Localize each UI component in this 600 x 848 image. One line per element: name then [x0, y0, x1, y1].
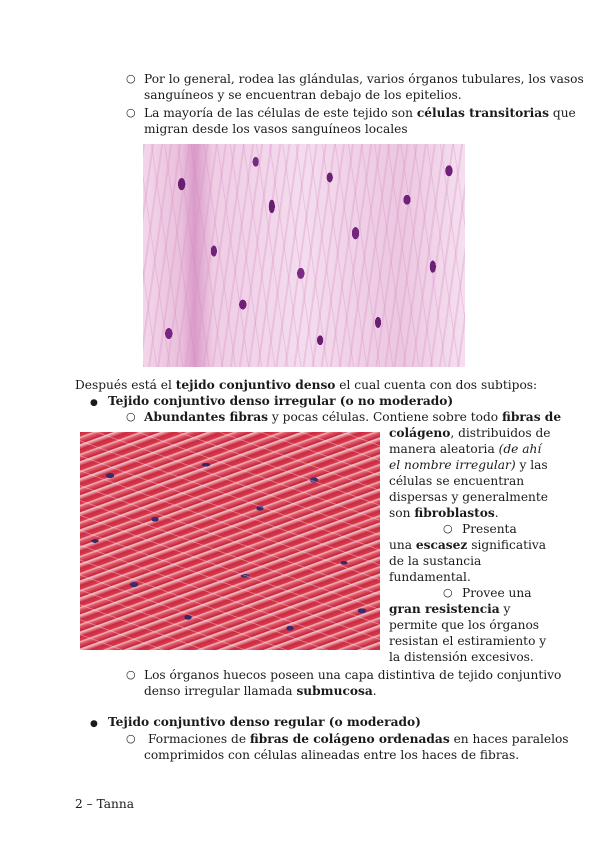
wrap-line: de la sustancia — [389, 554, 482, 568]
text-hollow-line2: denso irregular llamada submucosa. — [144, 684, 377, 698]
wrap-line: Provee una — [462, 586, 532, 600]
bullet-ordered-fibers — [126, 730, 136, 747]
intro-dense: Después está el tejido conjuntivo denso el cual cuenta con dos subtipos: — [75, 378, 538, 392]
text-transitory-line2: migran desde los vasos sanguíneos locales — [144, 122, 408, 136]
text-regular-line2: comprimidos con células alineadas entre los haces de fibras. — [144, 748, 520, 762]
wrap-line: Presenta — [462, 522, 517, 536]
wrap-line: gran resistencia y — [389, 602, 511, 616]
bullet-irregular — [90, 393, 98, 411]
bullet-regular — [90, 714, 98, 732]
text-regular-line1: Formaciones de fibras de colágeno ordenadas en haces paralelos — [148, 732, 569, 746]
bullet-abundant — [126, 408, 136, 425]
hollow-bullet-icon: ○ — [126, 410, 136, 423]
wrap-line: resistan el estiramiento y — [389, 634, 547, 648]
filled-bullet-icon: ● — [90, 719, 98, 729]
hollow-bullet-icon: ○ — [126, 106, 136, 119]
bullet-hollow-organs — [126, 666, 136, 683]
filled-bullet-icon: ● — [90, 398, 98, 408]
wrap-line: la distensión excesivos. — [389, 650, 534, 664]
dense-irregular-tissue-micrograph — [80, 432, 380, 650]
hollow-bullet-icon: ○ — [126, 668, 136, 681]
wrap-line: manera aleatoria (de ahí — [389, 442, 542, 456]
hollow-bullet-icon: ○ — [126, 732, 136, 745]
text-glands-line1: Por lo general, rodea las glándulas, varios órganos tubulares, los vasos — [144, 72, 584, 86]
hollow-bullet-icon: ○ — [443, 522, 453, 535]
bullet-glands — [126, 70, 136, 87]
text-hollow-line1: Los órganos huecos poseen una capa distintiva de tejido conjuntivo — [144, 668, 562, 682]
heading-regular: Tejido conjuntivo denso regular (o moderado) — [108, 715, 421, 729]
wrap-line: colágeno, distribuidos de — [389, 426, 551, 440]
loose-connective-tissue-micrograph — [143, 144, 465, 367]
bullet-transitory — [126, 104, 136, 121]
bullet-scarcity — [443, 520, 453, 537]
page-footer: 2 – Tanna — [75, 797, 135, 811]
bullet-resistance — [443, 584, 453, 601]
hollow-bullet-icon: ○ — [126, 72, 136, 85]
wrap-line: dispersas y generalmente — [389, 490, 548, 504]
text-transitory-line1: La mayoría de las células de este tejido son células transitorias que — [144, 106, 576, 120]
wrap-line: células se encuentran — [389, 474, 525, 488]
wrap-line: son fibroblastos. — [389, 506, 499, 520]
wrap-line: permite que los órganos — [389, 618, 540, 632]
wrap-line: fundamental. — [389, 570, 471, 584]
text-abundant-fibers: Abundantes fibras y pocas células. Contiene sobre todo fibras de — [144, 410, 562, 424]
wrap-line: el nombre irregular) y las — [389, 458, 548, 472]
heading-irregular: Tejido conjuntivo denso irregular (o no moderado) — [108, 394, 454, 408]
hollow-bullet-icon: ○ — [443, 586, 453, 599]
wrap-line: una escasez significativa — [389, 538, 547, 552]
text-glands-line2: sanguíneos y se encuentran debajo de los epitelios. — [144, 88, 462, 102]
